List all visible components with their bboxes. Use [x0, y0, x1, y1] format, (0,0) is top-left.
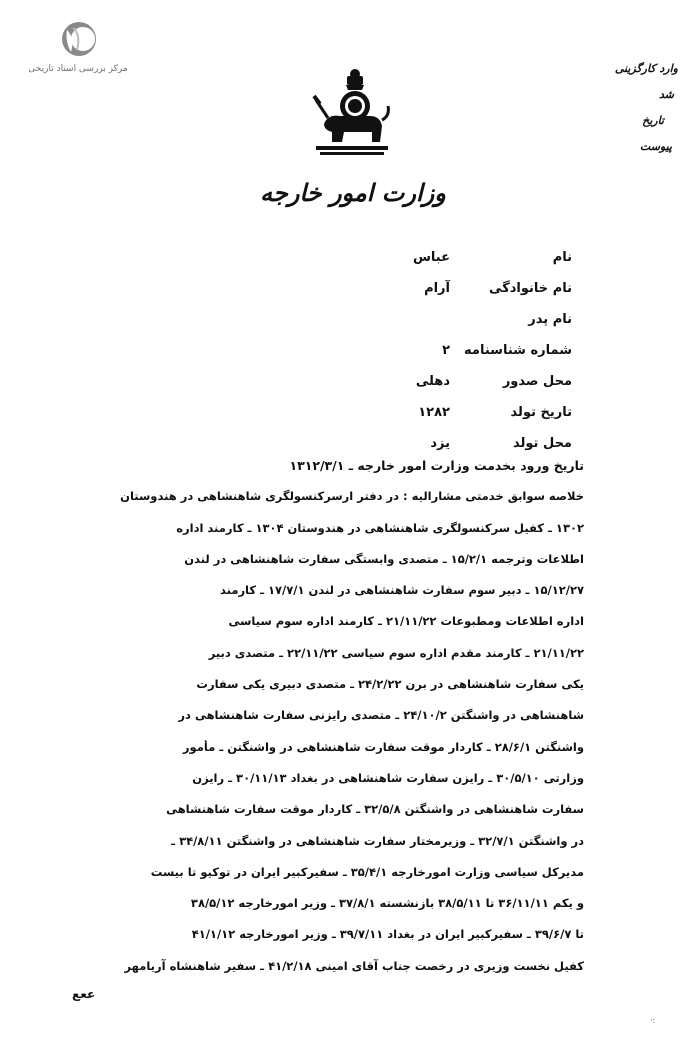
record-line: اطلاعات وترجمه ۱۵/۲/۱ ـ متصدی وابستگی سفارت شاهنشاهی در لندن [184, 551, 584, 566]
field-value: آرام [424, 281, 450, 296]
field-label: شماره شناسنامه [464, 343, 572, 358]
field-label: محل تولد [513, 436, 572, 451]
registry-line: شد [659, 88, 674, 101]
ministry-heading: وزارت امور خارجه [260, 178, 446, 207]
record-line: کفیل نخست وزیری در رخصت جناب آقای امینی ۴۱/۲/۱۸ ـ سفیر شاهنشاه آریامهر [124, 958, 584, 973]
record-line: یکی سفارت شاهنشاهی در برن ۲۴/۲/۲۲ ـ متصدی دبیری یکی سفارت [196, 677, 584, 692]
field-last-name [300, 281, 572, 312]
personal-info-fields [300, 250, 572, 467]
record-line: واشنگتن ۲۸/۶/۱ ـ کاردار موقت سفارت شاهنشاهی در واشنگتن ـ مأمور [182, 739, 584, 754]
field-id-number [300, 343, 572, 374]
record-line: مدیرکل سیاسی وزارت امورخارجه ۳۵/۴/۱ ـ سفیرکبیر ایران در توکیو تا بیست [150, 864, 584, 879]
field-value: دهلی [415, 374, 450, 389]
registry-line: وارد کارگزینی [614, 62, 678, 75]
field-birth-date [300, 405, 572, 436]
record-line: ۱۵/۱۲/۲۷ ـ دبیر سوم سفارت شاهنشاهی در لندن ۱۷/۷/۱ ـ کارمند [219, 583, 584, 598]
field-label: نام [552, 250, 572, 265]
field-label: نام پدر [528, 312, 572, 327]
record-line: ۲۱/۱۱/۲۲ ـ کارمند مقدم اداره سوم سیاسی ۲۲/۱۱/۲۲ ـ متصدی دبیر [208, 645, 584, 660]
record-line: سفارت شاهنشاهی در واشنگتن ۳۲/۵/۸ ـ کاردار موقت سفارت شاهنشاهی [166, 802, 584, 817]
record-line: و یکم ۳۶/۱۱/۱۱ تا ۳۸/۵/۱۱ بازنشسته ۳۷/۸/۱ ـ وزیر امورخارجه ۳۸/۵/۱۲ [190, 896, 584, 911]
registry-line: تاریخ [642, 114, 664, 127]
field-father-name [300, 312, 572, 343]
field-value: ۱۲۸۲ [418, 405, 450, 420]
record-line: تا ۳۹/۶/۷ ـ سفیرکبیر ایران در بغداد ۳۹/۷/۱۱ ـ وزیر امورخارجه ۴۱/۱/۱۲ [191, 927, 584, 942]
lion-and-sun-emblem-icon [310, 66, 394, 162]
record-line: اداره اطلاعات ومطبوعات ۲۱/۱۱/۲۲ ـ کارمند اداره سوم سیاسی [228, 614, 584, 629]
archive-logo-icon [55, 20, 101, 60]
field-label: محل صدور [502, 374, 572, 389]
record-line: ۱۳۰۲ ـ کفیل سرکنسولگری شاهنشاهی در هندوستان ۱۳۰۴ ـ کارمند اداره [176, 520, 584, 535]
registry-line: پیوست [639, 140, 672, 153]
field-value: عباس [412, 250, 450, 265]
service-entry-date: تاریخ ورود بخدمت وزارت امور خارجه ـ ۱۳۱۲/۳/۱ [289, 458, 584, 473]
field-issue-place [300, 374, 572, 405]
signoff-mark: ععع [72, 987, 96, 1001]
field-value: یزد [430, 436, 450, 451]
record-line: خلاصه سوابق خدمتی مشارالیه : در دفتر ارسرکنسولگری شاهنشاهی در هندوستان [120, 489, 584, 504]
record-line: وزارتی ۳۰/۵/۱۰ ـ رایزن سفارت شاهنشاهی در بغداد ۳۰/۱۱/۱۳ ـ رایزن [192, 770, 584, 785]
field-value: ۲ [442, 343, 450, 358]
record-line: در واشنگتن ۳۲/۷/۱ ـ وزیرمختار سفارت شاهنشاهی در واشنگتن ۳۴/۸/۱۱ ـ [171, 833, 584, 848]
registry-stamp [606, 62, 678, 166]
page-speck: ·: [650, 1016, 656, 1025]
archive-watermark [22, 20, 134, 74]
service-record [34, 458, 584, 990]
watermark-text: مرکز بررسی اسناد تاریخی [28, 64, 128, 74]
field-label: نام خانوادگی [489, 281, 572, 296]
field-label: تاریخ تولد [510, 405, 572, 420]
record-line: شاهنشاهی در واشنگتن ۲۴/۱۰/۲ ـ متصدی رایزنی سفارت شاهنشاهی در [178, 708, 584, 723]
field-first-name [300, 250, 572, 281]
